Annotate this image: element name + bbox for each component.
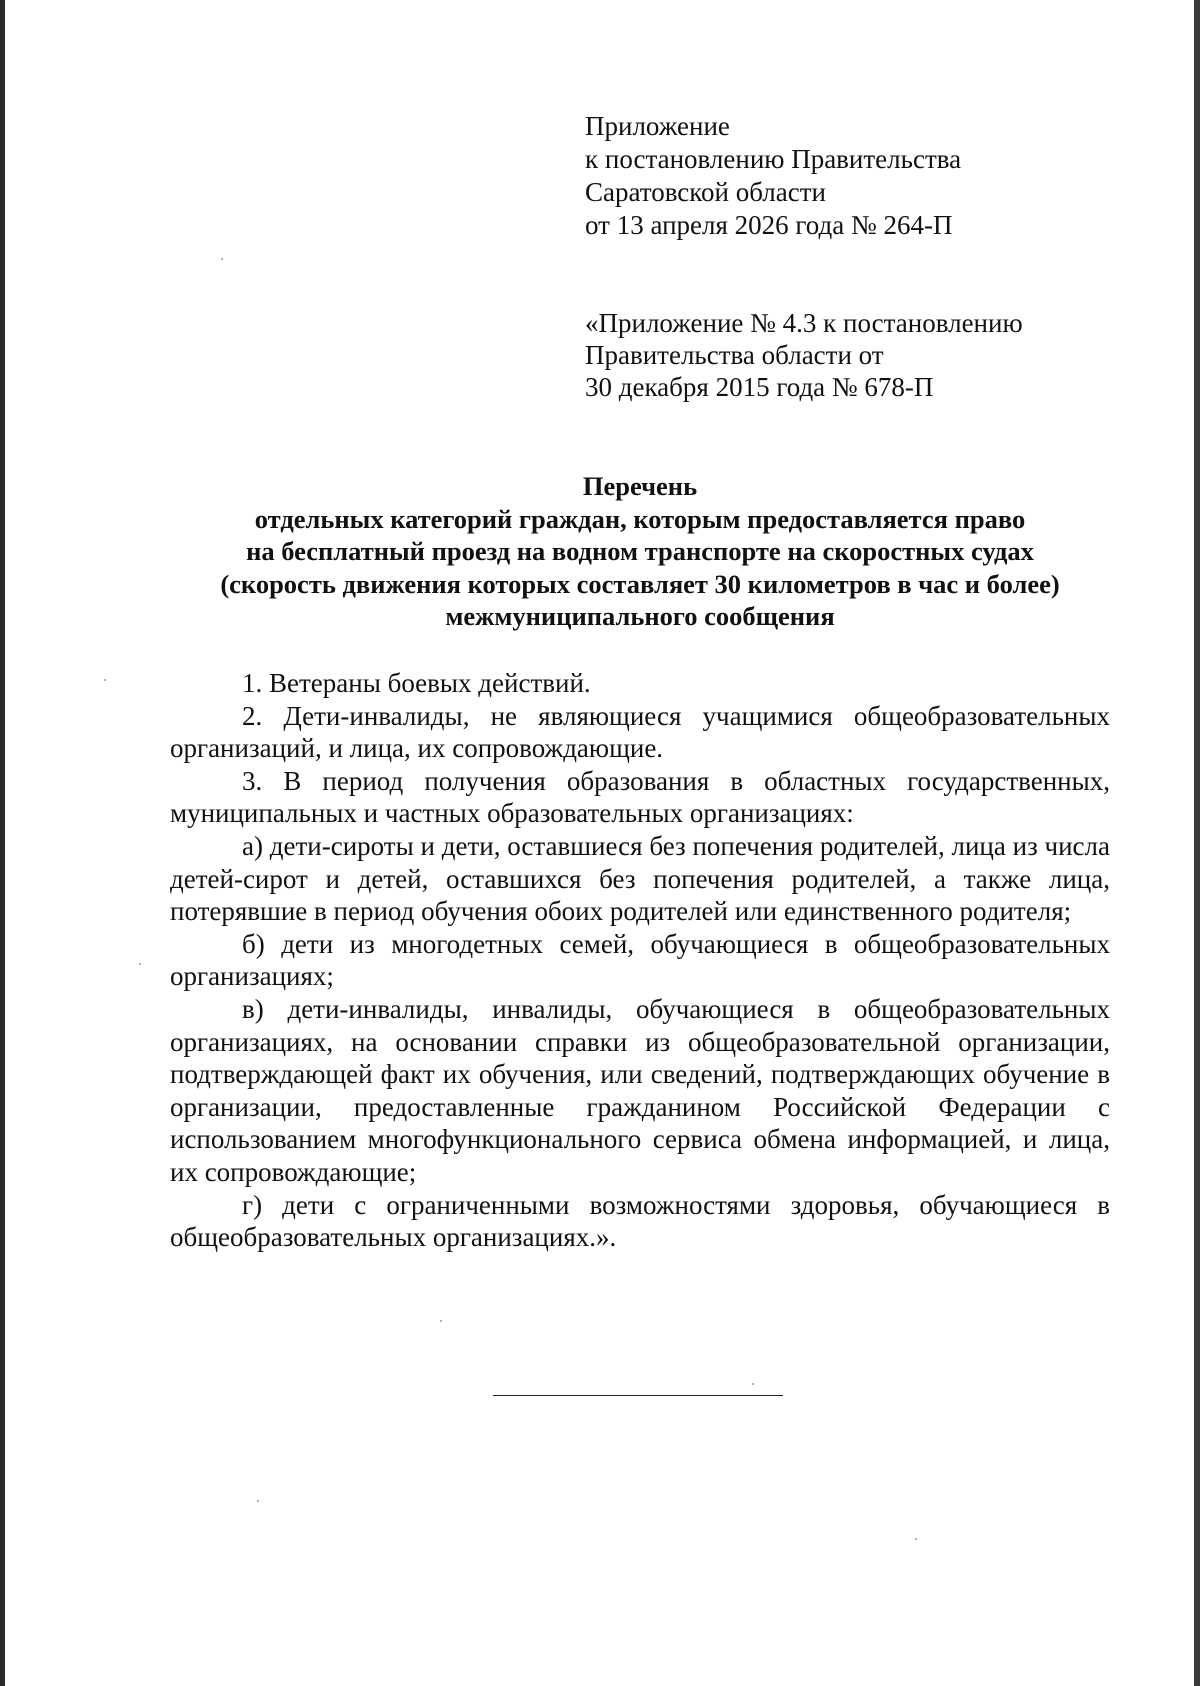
title-line: Перечень (582, 471, 698, 501)
appendix-header (585, 110, 1145, 242)
title-line: на бесплатный проезд на водном транспорте на скоростных судах (246, 536, 1034, 566)
scan-edge-right (1194, 0, 1200, 1686)
scan-speck (139, 963, 141, 965)
scan-speck (752, 1383, 754, 1385)
amended-header-line: 30 декабря 2015 года № 678-П (585, 372, 934, 402)
appendix-header-line: к постановлению Правительства (585, 144, 962, 174)
document-title (170, 470, 1110, 633)
appendix-header-line: Саратовской области (585, 177, 826, 207)
list-item: 2. Дети-инвалиды, не являющиеся учащимися общеобразовательных организаций, и лица, их сопровождающие. (170, 700, 1110, 764)
amended-header-line: Правительства области от (585, 340, 884, 370)
scan-edge-left (0, 0, 5, 1686)
scan-speck (104, 679, 106, 681)
list-item: в) дети-инвалиды, инвалиды, обучающиеся в общеобразовательных организациях, на основании справки из общеобразовательной организации, подтверждающей факт их обучения, или сведений, подтверждающих обучение в организации, предоставленные гражданином Российской Федерации с использованием многофункционального сервиса обмена информацией, и лица, их сопровождающие; (170, 993, 1110, 1187)
list-item: а) дети-сироты и дети, оставшиеся без попечения родителей, лица из числа детей-сирот и детей, оставшихся без попечения родителей, а также лица, потерявшие в период обучения обоих родителей или единственного родителя; (170, 830, 1110, 927)
title-line: отдельных категорий граждан, которым предоставляется право (254, 503, 1026, 534)
amended-appendix-header (585, 307, 1145, 403)
document-body (170, 667, 1110, 1254)
scan-speck (221, 258, 223, 260)
amended-header-line: «Приложение № 4.3 к постановлению (585, 308, 1023, 338)
scan-speck (440, 1320, 442, 1322)
title-line: межмуниципального сообщения (445, 601, 835, 631)
title-line: (скорость движения которых составляет 30 километров в час и более) (220, 568, 1060, 599)
scan-speck (257, 1500, 259, 1502)
list-item: 1. Ветераны боевых действий. (242, 668, 591, 698)
closing-rule (493, 1395, 783, 1396)
list-item: б) дети из многодетных семей, обучающиеся в общеобразовательных организациях; (170, 928, 1110, 992)
appendix-header-line: от 13 апреля 2026 года № 264-П (585, 210, 953, 240)
scan-speck (915, 1538, 917, 1540)
list-item: г) дети с ограниченными возможностями здоровья, обучающиеся в общеобразовательных организациях.». (170, 1189, 1110, 1253)
list-item: 3. В период получения образования в областных государственных, муниципальных и частных образовательных организациях: (170, 765, 1110, 829)
appendix-header-line: Приложение (585, 111, 730, 141)
